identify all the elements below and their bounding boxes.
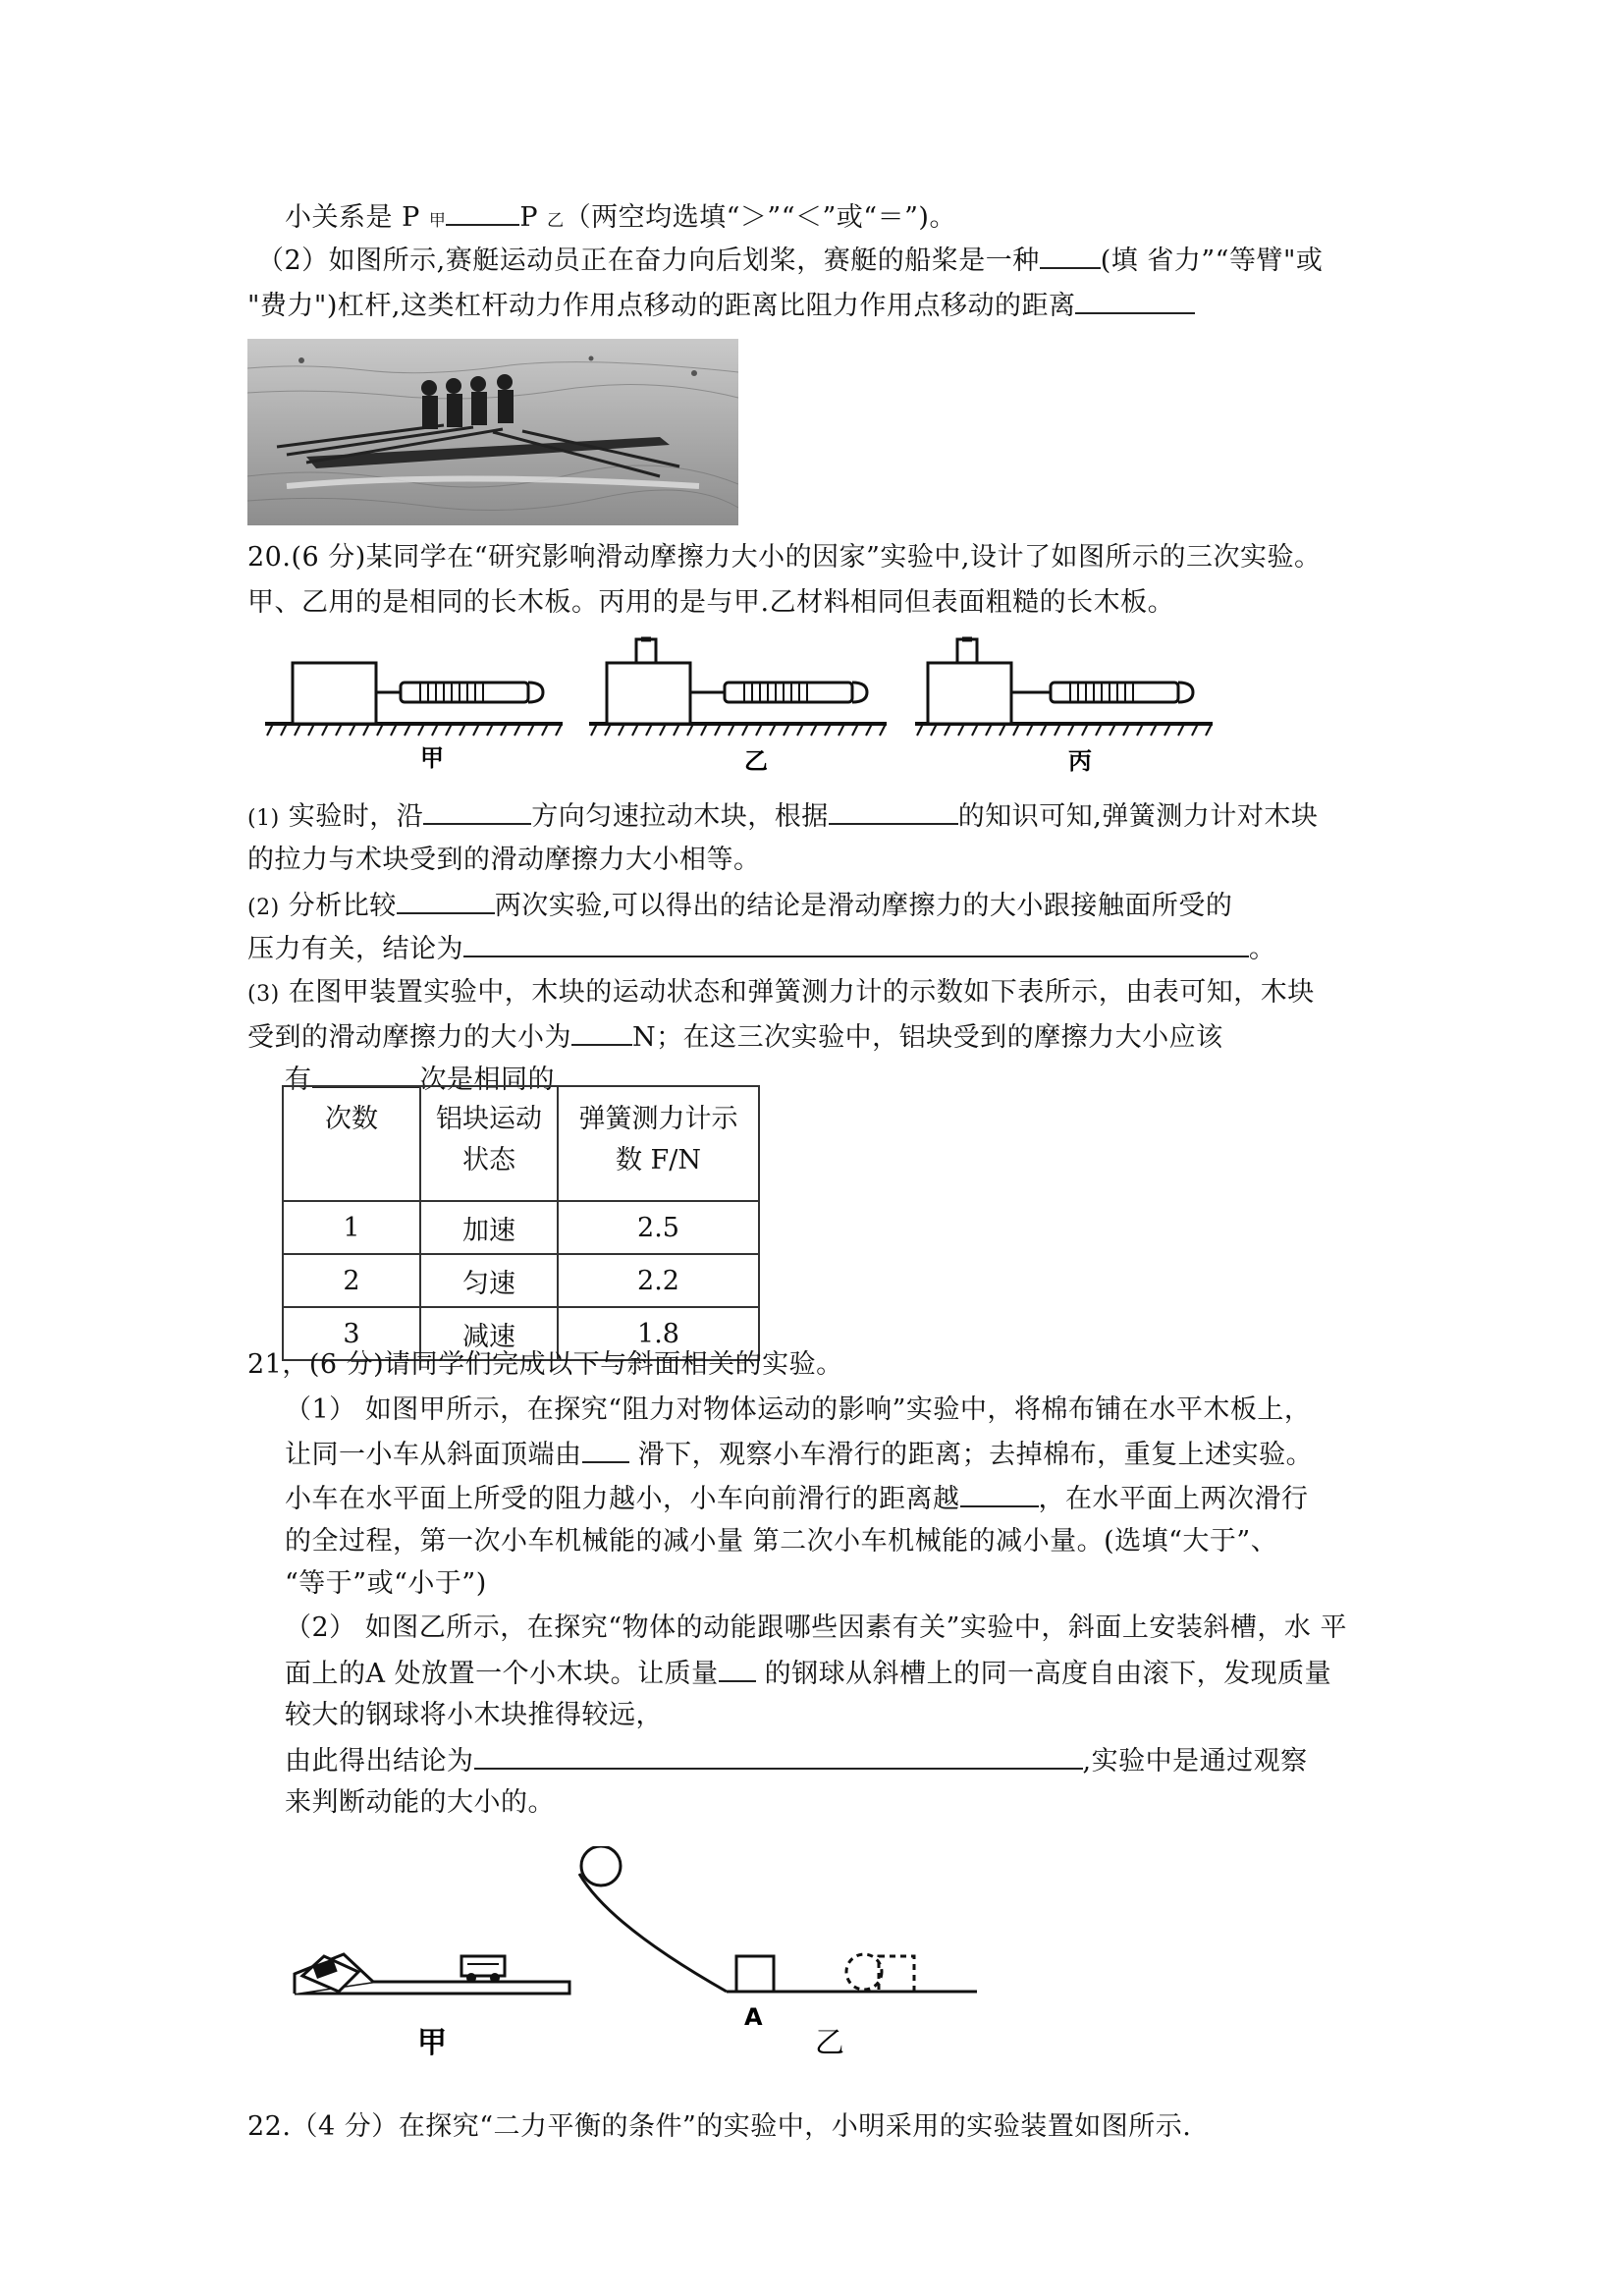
question-21-title: 21，(6 分)请同学们完成以下与斜面相关的实验。 [247,1349,843,1380]
setup-bing [915,639,1213,736]
text-line: 面上的A 处放置一个小木块。让质量 的钢球从斜槽上的同一高度自由滚下，发现质量 [285,1655,1331,1692]
text-line: 来判断动能的大小的。 [285,1787,555,1818]
question-22-title: 22.（4 分）在探究“二力平衡的条件”的实验中，小明采用的实验装置如图所示. [247,2111,1192,2142]
table-row [283,1254,759,1307]
text-line: 受到的滑动摩擦力的大小为 N；在这三次实验中，铝块受到的摩擦力大小应该 [247,1018,1223,1056]
friction-experiment-figure [263,633,1225,776]
point-label-a: A [744,2003,763,2031]
table-row [283,1201,759,1254]
setup-yi [589,639,887,736]
table-cell: 1 [283,1201,420,1254]
table-cell: 1.8 [558,1307,759,1360]
rowing-photo [247,339,738,525]
text-line: 的全过程，第一次小车机械能的减小量 第二次小车机械能的减小量。(选填“大于”、 [285,1526,1278,1557]
text-line: （2）如图所示,赛艇运动员正在奋力向后划桨，赛艇的船桨是一种 (填 省力”“等臂"或 [257,242,1323,279]
setup-jia [265,663,563,736]
table-header-cell: 次数 [283,1086,420,1201]
figure-label-yi: 乙 [744,747,768,775]
text-line: “等于”或“小于”) [285,1568,487,1599]
table-cell: 减速 [420,1307,558,1360]
text-line: 较大的钢球将小木块推得较远， [285,1700,663,1730]
text-line: （2） 如图乙所示，在探究“物体的动能跟哪些因素有关”实验中，斜面上安装斜槽，水 平 [285,1612,1347,1643]
figure-label-jia: 甲 [420,744,444,772]
table-header-cell: 弹簧测力计示 数 F/N [558,1086,759,1201]
table-cell: 2.2 [558,1254,759,1307]
table-header-row [283,1086,759,1201]
text-line: 甲、乙用的是相同的长木板。丙用的是与甲.乙材料相同但表面粗糙的长木板。 [247,587,1175,618]
figure-yi-ball-ramp [579,1846,977,1992]
text-line: 小关系是 P 甲 P 乙（两空均选填“＞”“＜”或“＝”)。 [285,198,956,239]
text-line: 的拉力与术块受到的滑动摩擦力大小相等。 [247,845,761,875]
text-line: （1） 如图甲所示，在探究“阻力对物体运动的影响”实验中，将棉布铺在水平木板上， [285,1394,1312,1425]
table-cell: 3 [283,1307,420,1360]
question-20-2: (2) 分析比较 两次实验,可以得出的结论是滑动摩擦力的大小跟接触面所受的 [247,887,1232,926]
table-header-cell: 铝块运动 状态 [420,1086,558,1201]
text-line: 小车在水平面上所受的阻力越小，小车向前滑行的距离越 ，在水平面上两次滑行 [285,1480,1309,1517]
question-20-3: (3) 在图甲装置实验中，木块的运动状态和弹簧测力计的示数如下表所示，由表可知，木块 [247,977,1315,1008]
figure-label-jia: 甲 [417,2026,447,2060]
table-cell: 匀速 [420,1254,558,1307]
friction-data-table [282,1085,760,1361]
figure-label-bing: 丙 [1068,747,1092,775]
table-cell: 加速 [420,1201,558,1254]
text-line: 有 次是相同的 [285,1061,555,1098]
question-20-title: 20.(6 分)某同学在“研究影响滑动摩擦力大小的因家”实验中,设计了如图所示的三次实验。 [247,542,1322,573]
table-cell: 2 [283,1254,420,1307]
table-cell: 2.5 [558,1201,759,1254]
text-line: 压力有关，结论为 。 [247,930,1276,967]
text-line: 让同一小车从斜面顶端由 滑下，观察小车滑行的距离；去掉棉布，重复上述实验。 [285,1436,1313,1473]
question-20-1: (1) 实验时，沿 方向匀速拉动木块，根据 的知识可知,弹簧测力计对木块 [247,797,1318,837]
figure-jia-cart-ramp [295,1954,569,1994]
text-line: "费力")杠杆,这类杠杆动力作用点移动的距离比阻力作用点移动的距离 [247,287,1195,324]
text-line: 由此得出结论为 ,实验中是通过观察 [285,1742,1308,1779]
slope-experiment-figure [285,1846,992,2062]
figure-label-yi: 乙 [815,2026,844,2060]
